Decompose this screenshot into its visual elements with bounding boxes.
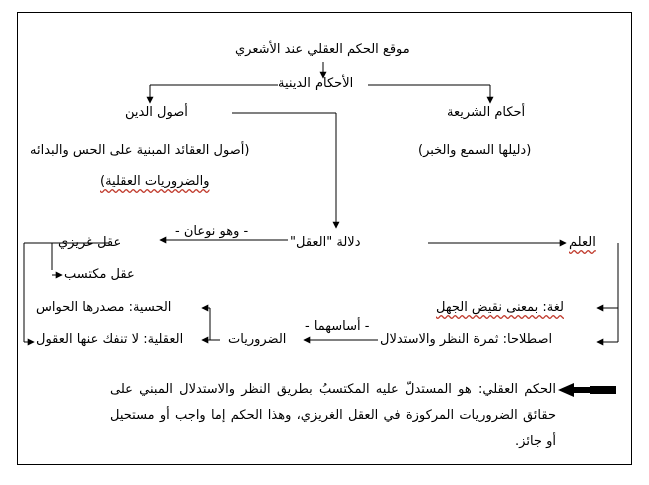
necessities: الضروريات bbox=[228, 332, 287, 347]
sharia-note: (دليلها السمع والخبر) bbox=[418, 143, 532, 158]
definition-block bbox=[110, 377, 556, 455]
definition-term: الحكم العقلي bbox=[482, 382, 556, 397]
instinctive-mind: عقل غريزي bbox=[58, 235, 122, 250]
sensory-necessities: الحسية: مصدرها الحواس bbox=[36, 300, 172, 315]
religious-rulings: الأحكام الدينية bbox=[278, 76, 354, 91]
sharia-rulings: أحكام الشريعة bbox=[447, 105, 526, 120]
diagram-title: موقع الحكم العقلي عند الأشعري bbox=[235, 42, 410, 57]
basis-two-label: - أساسهما - bbox=[305, 319, 370, 334]
usul-al-din: أصول الدين bbox=[125, 105, 188, 120]
acquired-mind: عقل مكتسب bbox=[64, 267, 135, 282]
usul-note-line1: (أصول العقائد المبنية على الحس والبدائه bbox=[30, 143, 250, 158]
usul-note-line2: والضروريات العقلية) bbox=[100, 174, 210, 189]
technical-meaning: اصطلاحا: ثمرة النظر والاستدلال bbox=[380, 332, 553, 347]
linguistic-text: لغة: بمعنى نقيض الجهل bbox=[436, 300, 564, 315]
linguistic-meaning bbox=[436, 300, 564, 316]
rational-necessities: العقلية: لا تنفك عنها العقول bbox=[36, 332, 184, 347]
definition-text: : هو المستدلّ عليه المكتسبُ بطريق النظر والاستدلال المبني على حقائق الضروريات المركوزة في العقل الغريزي، وهذا الحكم إما واجب أو مستحيل أو جائز. bbox=[110, 382, 556, 449]
mind-meaning: دلالة "العقل" bbox=[290, 235, 361, 250]
two-types-label: - وهو نوعان - bbox=[175, 224, 249, 239]
knowledge: العلم bbox=[569, 235, 596, 250]
